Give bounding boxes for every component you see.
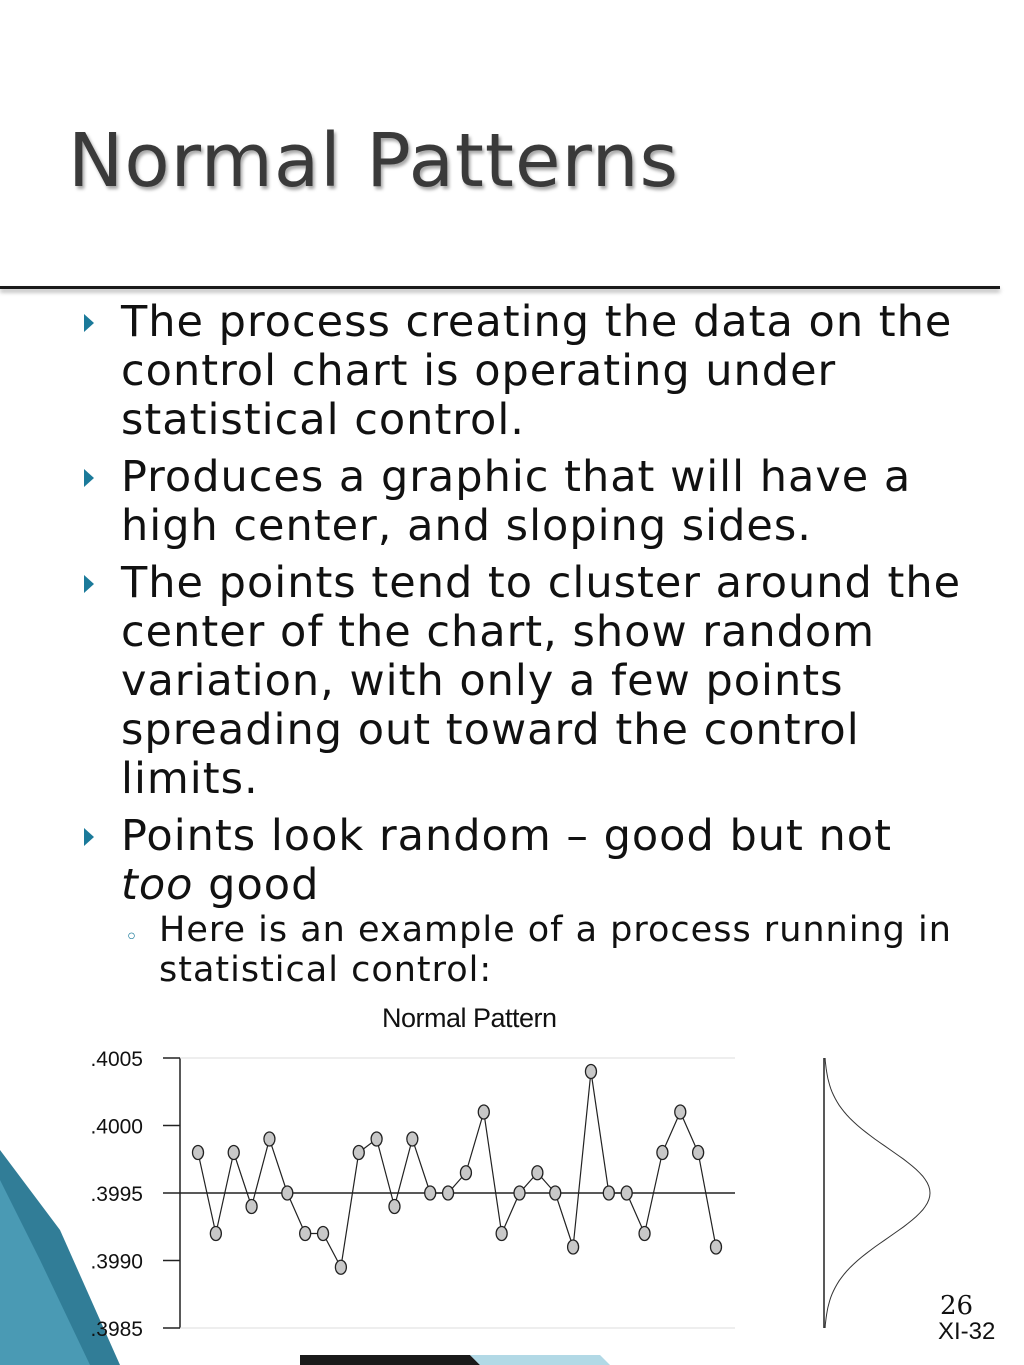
data-point: [228, 1146, 239, 1160]
data-point: [496, 1227, 507, 1241]
data-point: [585, 1065, 596, 1079]
slide-number: 26: [940, 1291, 974, 1321]
y-tick-label: .4005: [90, 1048, 143, 1071]
data-point: [210, 1227, 221, 1241]
data-point: [371, 1132, 382, 1146]
data-point: [621, 1186, 632, 1200]
data-point: [282, 1186, 293, 1200]
y-tick-label: .4000: [90, 1115, 143, 1139]
chart-title: Normal Pattern: [382, 1003, 557, 1033]
data-point: [478, 1105, 489, 1119]
title-divider: [0, 286, 1000, 289]
data-point: [568, 1240, 579, 1254]
bullet-item: [78, 812, 978, 990]
data-point: [318, 1227, 329, 1241]
y-tick-label: .3990: [90, 1250, 143, 1274]
bullet-list: [78, 298, 978, 998]
data-point: [443, 1186, 454, 1200]
bullet-text-end: good: [193, 860, 320, 910]
bullet-text: Produces a graphic that will have a high center, and sloping sides.: [121, 452, 912, 551]
data-point: [389, 1200, 400, 1214]
control-chart: [0, 1030, 1024, 1365]
ring-bullet-icon: ◦: [125, 925, 139, 950]
decor-bar-shape: [300, 1355, 480, 1365]
data-point: [300, 1227, 311, 1241]
bullet-item: [78, 298, 978, 445]
chart-series-line: [198, 1072, 716, 1268]
data-point: [532, 1166, 543, 1180]
data-point: [639, 1227, 650, 1241]
sub-bullet-item: [121, 910, 978, 990]
bullet-text: The points tend to cluster around the center of the chart, show random variation, with only a few points spreading out toward the control limits.: [121, 558, 962, 804]
data-point: [193, 1146, 204, 1160]
chart-axes: [90, 1048, 735, 1341]
data-point: [407, 1132, 418, 1146]
data-point: [675, 1105, 686, 1119]
bullet-text: The process creating the data on the control chart is operating under statistical control.: [121, 297, 953, 445]
data-point: [603, 1186, 614, 1200]
data-point: [657, 1146, 668, 1160]
slide-code: XI-32: [938, 1318, 996, 1345]
decor-bar-light-shape: [470, 1355, 610, 1365]
arrow-bullet-icon: [84, 575, 94, 593]
data-point: [693, 1146, 704, 1160]
bullet-emphasis: too: [121, 860, 194, 910]
arrow-bullet-icon: [84, 314, 94, 332]
data-point: [264, 1132, 275, 1146]
data-point: [514, 1186, 525, 1200]
slide-title: Normal Patterns: [68, 118, 680, 204]
distribution-curve: [824, 1058, 930, 1328]
data-point: [246, 1200, 257, 1214]
data-point: [550, 1186, 561, 1200]
chart-points: [193, 1065, 722, 1275]
y-tick-label: .3985: [90, 1318, 143, 1341]
arrow-bullet-icon: [84, 828, 94, 846]
series-line: [198, 1072, 716, 1268]
arrow-bullet-icon: [84, 469, 94, 487]
data-point: [335, 1260, 346, 1274]
data-point: [425, 1186, 436, 1200]
sub-bullet-text: Here is an example of a process running in statistical control:: [159, 910, 952, 990]
bullet-text-start: Points look random – good but not: [121, 811, 892, 861]
y-tick-label: .3995: [90, 1183, 143, 1206]
bullet-item: [78, 559, 978, 804]
data-point: [711, 1240, 722, 1254]
data-point: [460, 1166, 471, 1180]
bullet-item: [78, 453, 978, 551]
data-point: [353, 1146, 364, 1160]
distribution-curve-path: [825, 1058, 930, 1328]
